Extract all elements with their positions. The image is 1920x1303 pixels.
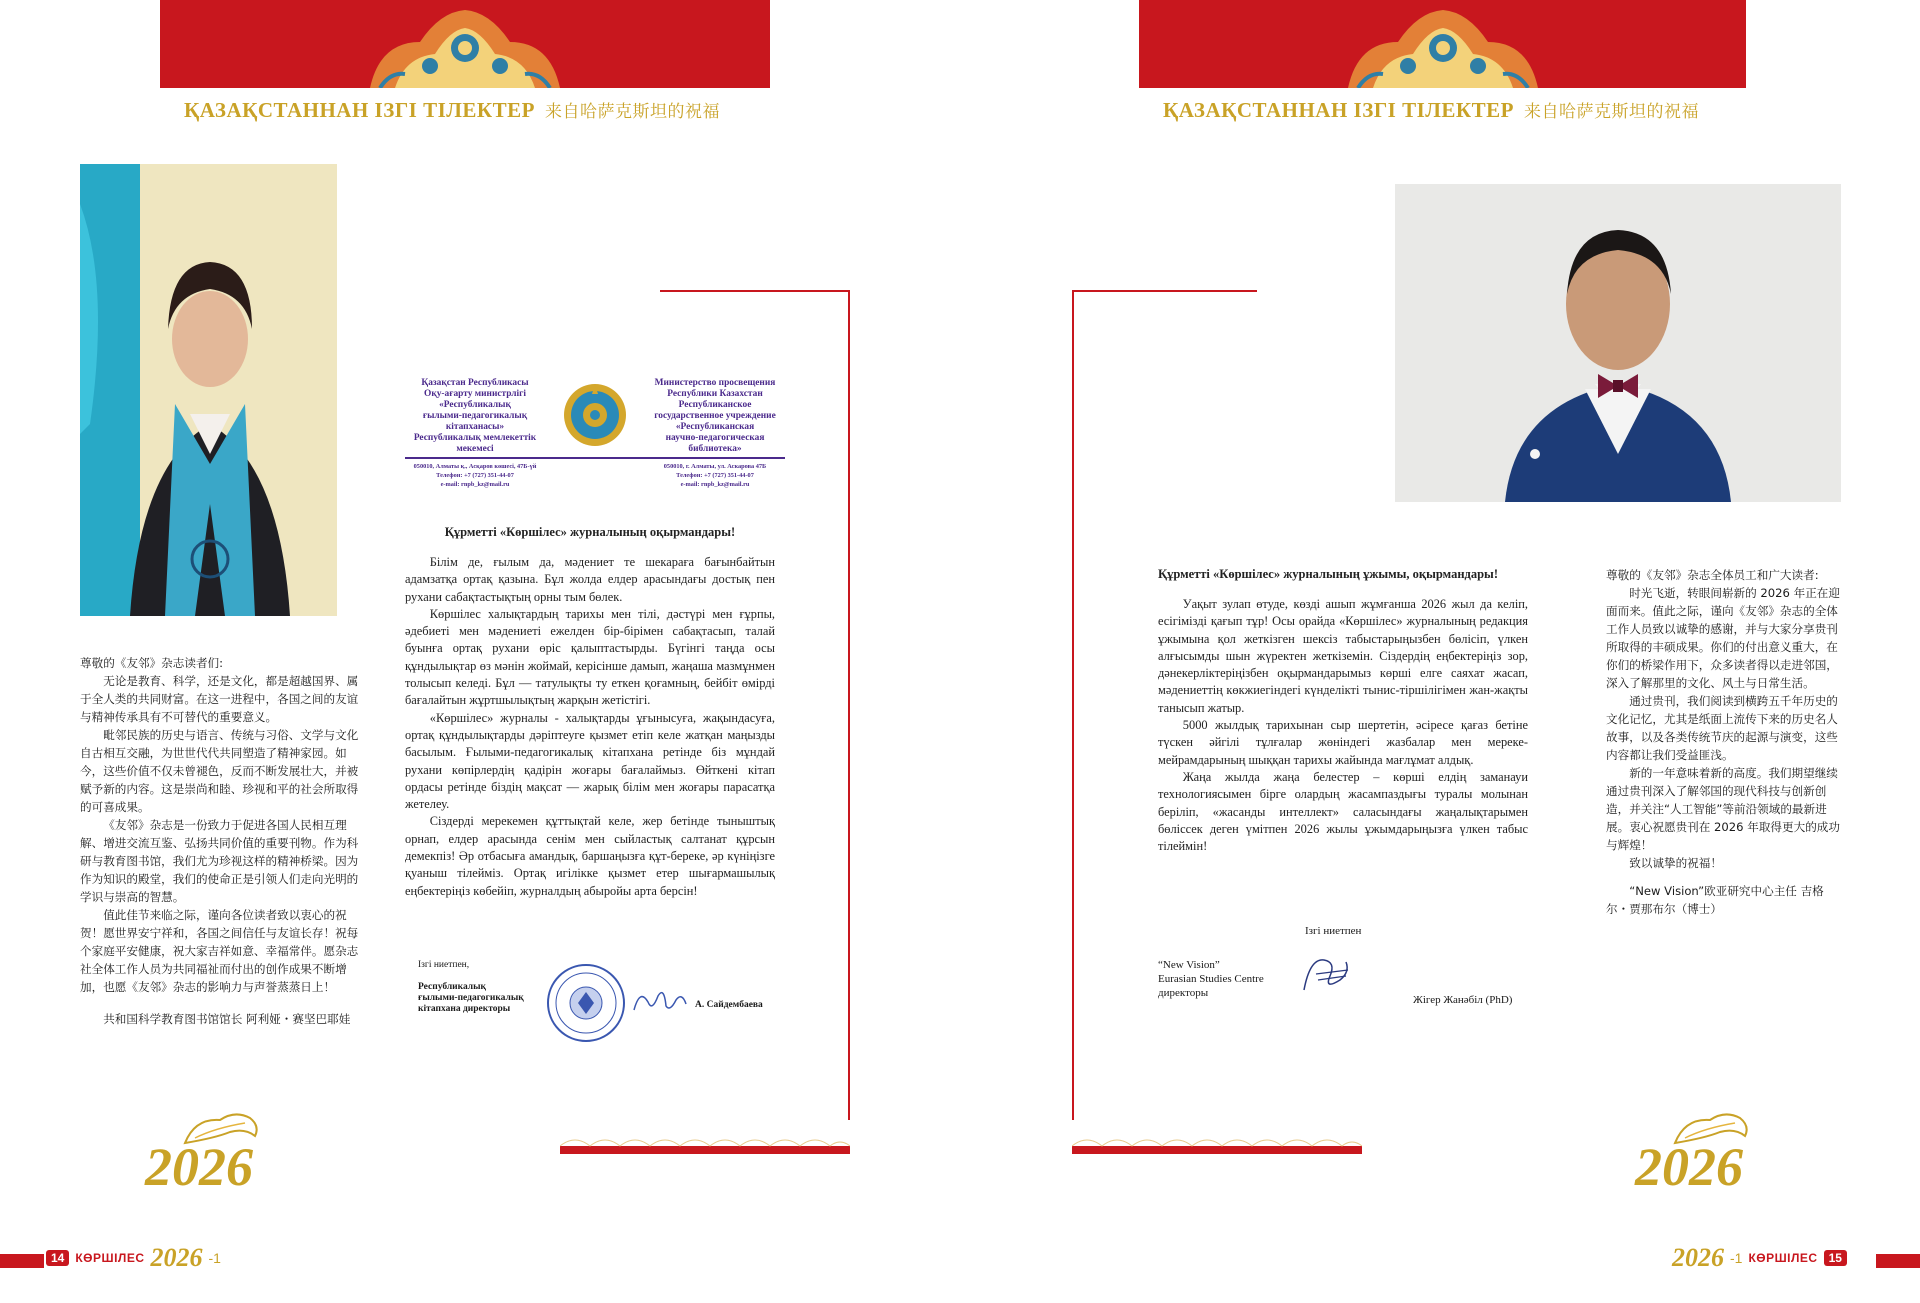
footer-issue: -1 (208, 1250, 221, 1266)
cn-signature: 共和国科学教育图书馆馆长 阿利娅・赛坚巴耶娃 (103, 1012, 351, 1026)
letterhead-line: кітапханасы» (445, 422, 505, 432)
official-seal-icon (545, 962, 627, 1044)
year-emblem-left (145, 1108, 295, 1198)
address-line: 050010, г. Алматы, ул. Аскарова 47Б (663, 463, 767, 470)
right-header-banner (1139, 0, 1746, 88)
signatory-org-line: Eurasian Studies Centre (1158, 973, 1264, 985)
cn-letter-right (1606, 566, 1840, 918)
signatory-title (418, 982, 524, 1015)
letter-paragraph: Уақыт зулап өтуде, көзді ашып жұмғанша 2026 жыл да келіп, есігімізді қағып тұр! Осы орайда «Көршілес» журналының редакция ұжымына қол жеткізген шексіз табыстарыңызбен бөлісіп, үлкен алғысымды шын жүректен жеткіземін. Сіздердің еңбектеріңіз зор, дәнекерліктеріңізбен оқырмандарымыз көрші елге саяхат жасап, мәдениеттің көкжиегіндегі күнделікті тынис-тіршілігімен жан-жақты танысып жатыр. (1158, 597, 1528, 715)
title-kz: ҚАЗАҚСТАННАН ІЗГІ ТІЛЕКТЕР (184, 98, 535, 122)
letterhead-line: мекемесі (456, 444, 494, 454)
letterhead-line: Республиканское (678, 400, 752, 410)
letterhead-line: «Республиканская (675, 422, 755, 432)
footer-strip-left (0, 1254, 44, 1268)
address-line: e-mail: rnpb_kz@mail.ru (680, 481, 750, 488)
letterhead-line: Оқу-ағарту министрлігі (424, 389, 526, 399)
signatory-title-line: Республикалық (418, 982, 487, 992)
ornament-icon (360, 2, 570, 88)
title-cn: 来自哈萨克斯坦的祝福 (545, 102, 720, 122)
year-emblem-right (1635, 1108, 1785, 1198)
letterhead-line: Республикалық мемлекеттік (413, 433, 537, 443)
letter-closing: Ізгі ниетпен, (418, 960, 470, 970)
signatory-org (1158, 958, 1264, 1000)
cn-greeting: 尊敬的《友邻》杂志读者们: (80, 656, 224, 670)
footer-left (46, 1244, 221, 1272)
cn-paragraph: 无论是教育、科学，还是文化，都是超越国界、属于全人类的共同财富。在这一进程中，各国之间的友谊与精神传承具有不可替代的重要意义。 (80, 674, 359, 724)
frame-top-line (660, 290, 850, 292)
letterhead-line: научно-педагогическая (665, 433, 765, 443)
letter-paragraph: 5000 жылдық тарихынан сыр шертетін, әсіресе қағаз бетіне түскен әйгілі тұлғалар жөніндегі жазбалар мен мереке-мейрамдарының шыққан тарихы жайында мағлұмат алдық. (1158, 718, 1528, 767)
letterhead-left (405, 378, 545, 455)
signatory-title-line: кітапхана директоры (418, 1004, 511, 1014)
portrait-photo-right (1395, 184, 1841, 502)
ornament-icon (1338, 2, 1548, 88)
letter-paragraph: Көршілес халықтардың тарихы мен тілі, дәстүрі мен ғұрпы, әдебиеті мен мәдениеті ежелден бір-бірімен сабақтасып, талай буынға ортақ рухани өріс қалыптастырды. Бүгінгі таңда осы құндылықтар өз мәнін жоймай, керісінше дамып, жаңаша мазмұнмен толысып келеді. Бұл — татулықты ту еткен қоғамның, бейбіт өмірді бағалайтын жұртшылықтың жарқын жетістігі. (405, 606, 775, 708)
title-kz: ҚАЗАҚСТАННАН ІЗГІ ТІЛЕКТЕР (1163, 98, 1514, 122)
letter-paragraph: Білім де, ғылым да, мәдениет те шекараға бағынбайтын адамзатқа ортақ қазына. Бұл жолда елдер арасындағы достық пен рухани сабақтастықтың орны тым бөлек. (405, 555, 775, 604)
address-line: Телефон: +7 (727) 351-44-07 (436, 472, 514, 479)
footer-year: 2026 (1672, 1243, 1724, 1272)
footer-issue: -1 (1730, 1250, 1743, 1266)
signature-icon (630, 982, 690, 1022)
page-number: 15 (1824, 1250, 1847, 1266)
signatory-name: А. Сайдембаева (695, 1000, 763, 1010)
letterhead-divider (405, 457, 785, 459)
cn-paragraph: 时光飞逝，转眼间崭新的 2026 年正在迎面而来。值此之际，谨向《友邻》杂志的全体工作人员致以诚挚的感谢，并与大家分享贵刊所取得的丰硕成果。你们的付出意义重大，在你们的桥梁作用下，众多读者得以走进邻国，深入了解那里的文化、风土与日常生活。 (1606, 586, 1840, 690)
letter-paragraph: Сіздерді мерекемен құттықтай келе, жер бетінде тыныштық орнап, елдер арасында сенім мен сыйластық салтанат құрсын демекпіз! Әр отбасыға амандық, баршаңызға құт-береке, әр күніңізге қуаныш тілейміз. Ортақ игілікке қызмет етер шығармашылық еңбектеріңіз көбейіп, журналдың абыройы арта берсін! (405, 814, 775, 898)
left-header-banner (160, 0, 770, 88)
letterhead (405, 378, 785, 490)
footer-year: 2026 (150, 1243, 203, 1272)
cn-paragraph: 《友邻》杂志是一份致力于促进各国人民相互理解、增进交流互鉴、弘扬共同价值的重要刊物。作为科研与教育图书馆，我们尤为珍视这样的精神桥梁。因为作为知识的殿堂，我们的使命正是引领人们走向光明的学识与崇高的智慧。 (80, 818, 359, 904)
emblem-year-text: 2026 (145, 1137, 253, 1197)
letterhead-line: «Республикалық (439, 400, 511, 410)
footer-magazine-name: КӨРШІЛЕС (1748, 1251, 1818, 1265)
letterhead-line: Министерство просвещения (654, 378, 776, 388)
title-cn: 来自哈萨克斯坦的祝福 (1524, 102, 1699, 122)
decorative-wave-right (1072, 1132, 1362, 1154)
letterhead-address-left (405, 462, 545, 489)
left-page-title (184, 97, 720, 127)
signatory-title-line: ғылыми-педагогикалық (418, 993, 524, 1003)
decorative-wave-left (560, 1132, 850, 1154)
letterhead-line: ғылыми-педагогикалық (422, 411, 528, 421)
portrait-photo-left (80, 164, 337, 616)
signatory-org-line: “New Vision” (1158, 959, 1220, 971)
signatory-name: Жігер Жанәбіл (PhD) (1413, 994, 1513, 1006)
cn-signature: “New Vision”欧亚研究中心主任 吉格尔・贾那布尔（博士） (1606, 884, 1824, 916)
cn-paragraph: 致以诚挚的祝福！ (1629, 856, 1722, 870)
letterhead-line: Қазақстан Республикасы (421, 378, 529, 388)
letterhead-right (645, 378, 785, 455)
letter-heading: Құрметті «Көршілес» журналының оқырмандары! (444, 525, 736, 539)
address-line: e-mail: rnpb_kz@mail.ru (440, 481, 510, 488)
frame-side-line (1072, 290, 1074, 1120)
letter-paragraph: «Көршілес» журналы - халықтарды ұғынысуға, жақындасуға, ортақ құндылықтарды дәріптеуге қызмет етіп келе жатқан маңызды басылым. Ғылыми-педагогикалық кітапхана ретінде біз мұндай рухани көпірлердің қадірін жоғары бағалаймыз. Өйткені кітап ордасы ретінде біздің мақсат — жарық білім мен жоғары парасатқа жетелеу. (405, 710, 775, 812)
footer-magazine-name: КӨРШІЛЕС (75, 1251, 145, 1265)
frame-side-line (848, 290, 850, 1120)
frame-top-line (1072, 290, 1257, 292)
address-line: 050010, Алматы қ., Асқаров көшесі, 47Б-үй (413, 463, 537, 470)
page-number: 14 (46, 1250, 69, 1266)
emblem-year-text: 2026 (1635, 1137, 1743, 1197)
footer-right (1672, 1244, 1847, 1272)
letterhead-line: Республики Казахстан (667, 389, 763, 399)
cn-paragraph: 通过贵刊，我们阅读到横跨五千年历史的文化记忆，尤其是纸面上流传下来的历史名人故事，以及各类传统节庆的起源与演变，这些内容都让我们受益匪浅。 (1606, 694, 1838, 762)
letter-paragraph: Жаңа жылда жаңа белестер – көрші елдің заманауи технологиясымен бірге олардың жасампаздығы туралы молынан беріліп, «жасанды интеллект» саласындағы жаңалықтарымен бөліссек деген үмітпен 2026 жылы ұжымдарыңызға үлкен табыс тілеймін! (1158, 769, 1528, 854)
cn-paragraph: 毗邻民族的历史与语言、传统与习俗、文学与文化自古相互交融，为世世代代共同塑造了精神家园。如今，这些价值不仅未曾褪色，反而不断发展壮大，并被赋予新的内容。这是崇尚和睦、珍视和平的社会所取得的可喜成果。 (80, 728, 359, 814)
letterhead-line: государственное учреждение (654, 411, 776, 421)
letterhead-line: библиотека» (688, 444, 742, 454)
letter-heading: Құрметті «Көршілес» журналының ұжымы, оқырмандары! (1158, 567, 1498, 581)
footer-strip-right (1876, 1254, 1920, 1268)
cn-paragraph: 新的一年意味着新的高度。我们期望继续通过贵刊深入了解邻国的现代科技与创新创造，并关注“人工智能”等前沿领域的最新进展。衷心祝愿贵刊在 2026 年取得更大的成功与辉煌！ (1606, 766, 1840, 852)
cn-letter-left (80, 654, 362, 1028)
letter-closing: Ізгі ниетпен (1305, 925, 1362, 937)
cn-paragraph: 值此佳节来临之际，谨向各位读者致以衷心的祝贺！愿世界安宁祥和，各国之间信任与友谊长存！祝每个家庭平安健康，祝大家吉祥如意、幸福常伴。愿杂志社全体工作人员为共同福祉而付出的创作成果不断增加，也愿《友邻》杂志的影响力与声誉蒸蒸日上！ (80, 908, 359, 994)
letterhead-address-right (645, 462, 785, 489)
kz-letter-left (405, 525, 775, 900)
right-page-title (1163, 97, 1699, 127)
signatory-org-line: директоры (1158, 987, 1209, 999)
kazakhstan-emblem-icon (562, 382, 628, 448)
kz-letter-right (1158, 567, 1528, 855)
signature-icon (1296, 950, 1356, 998)
cn-greeting: 尊敬的《友邻》杂志全体员工和广大读者: (1606, 568, 1819, 582)
address-line: Телефон: +7 (727) 351-44-07 (676, 472, 754, 479)
